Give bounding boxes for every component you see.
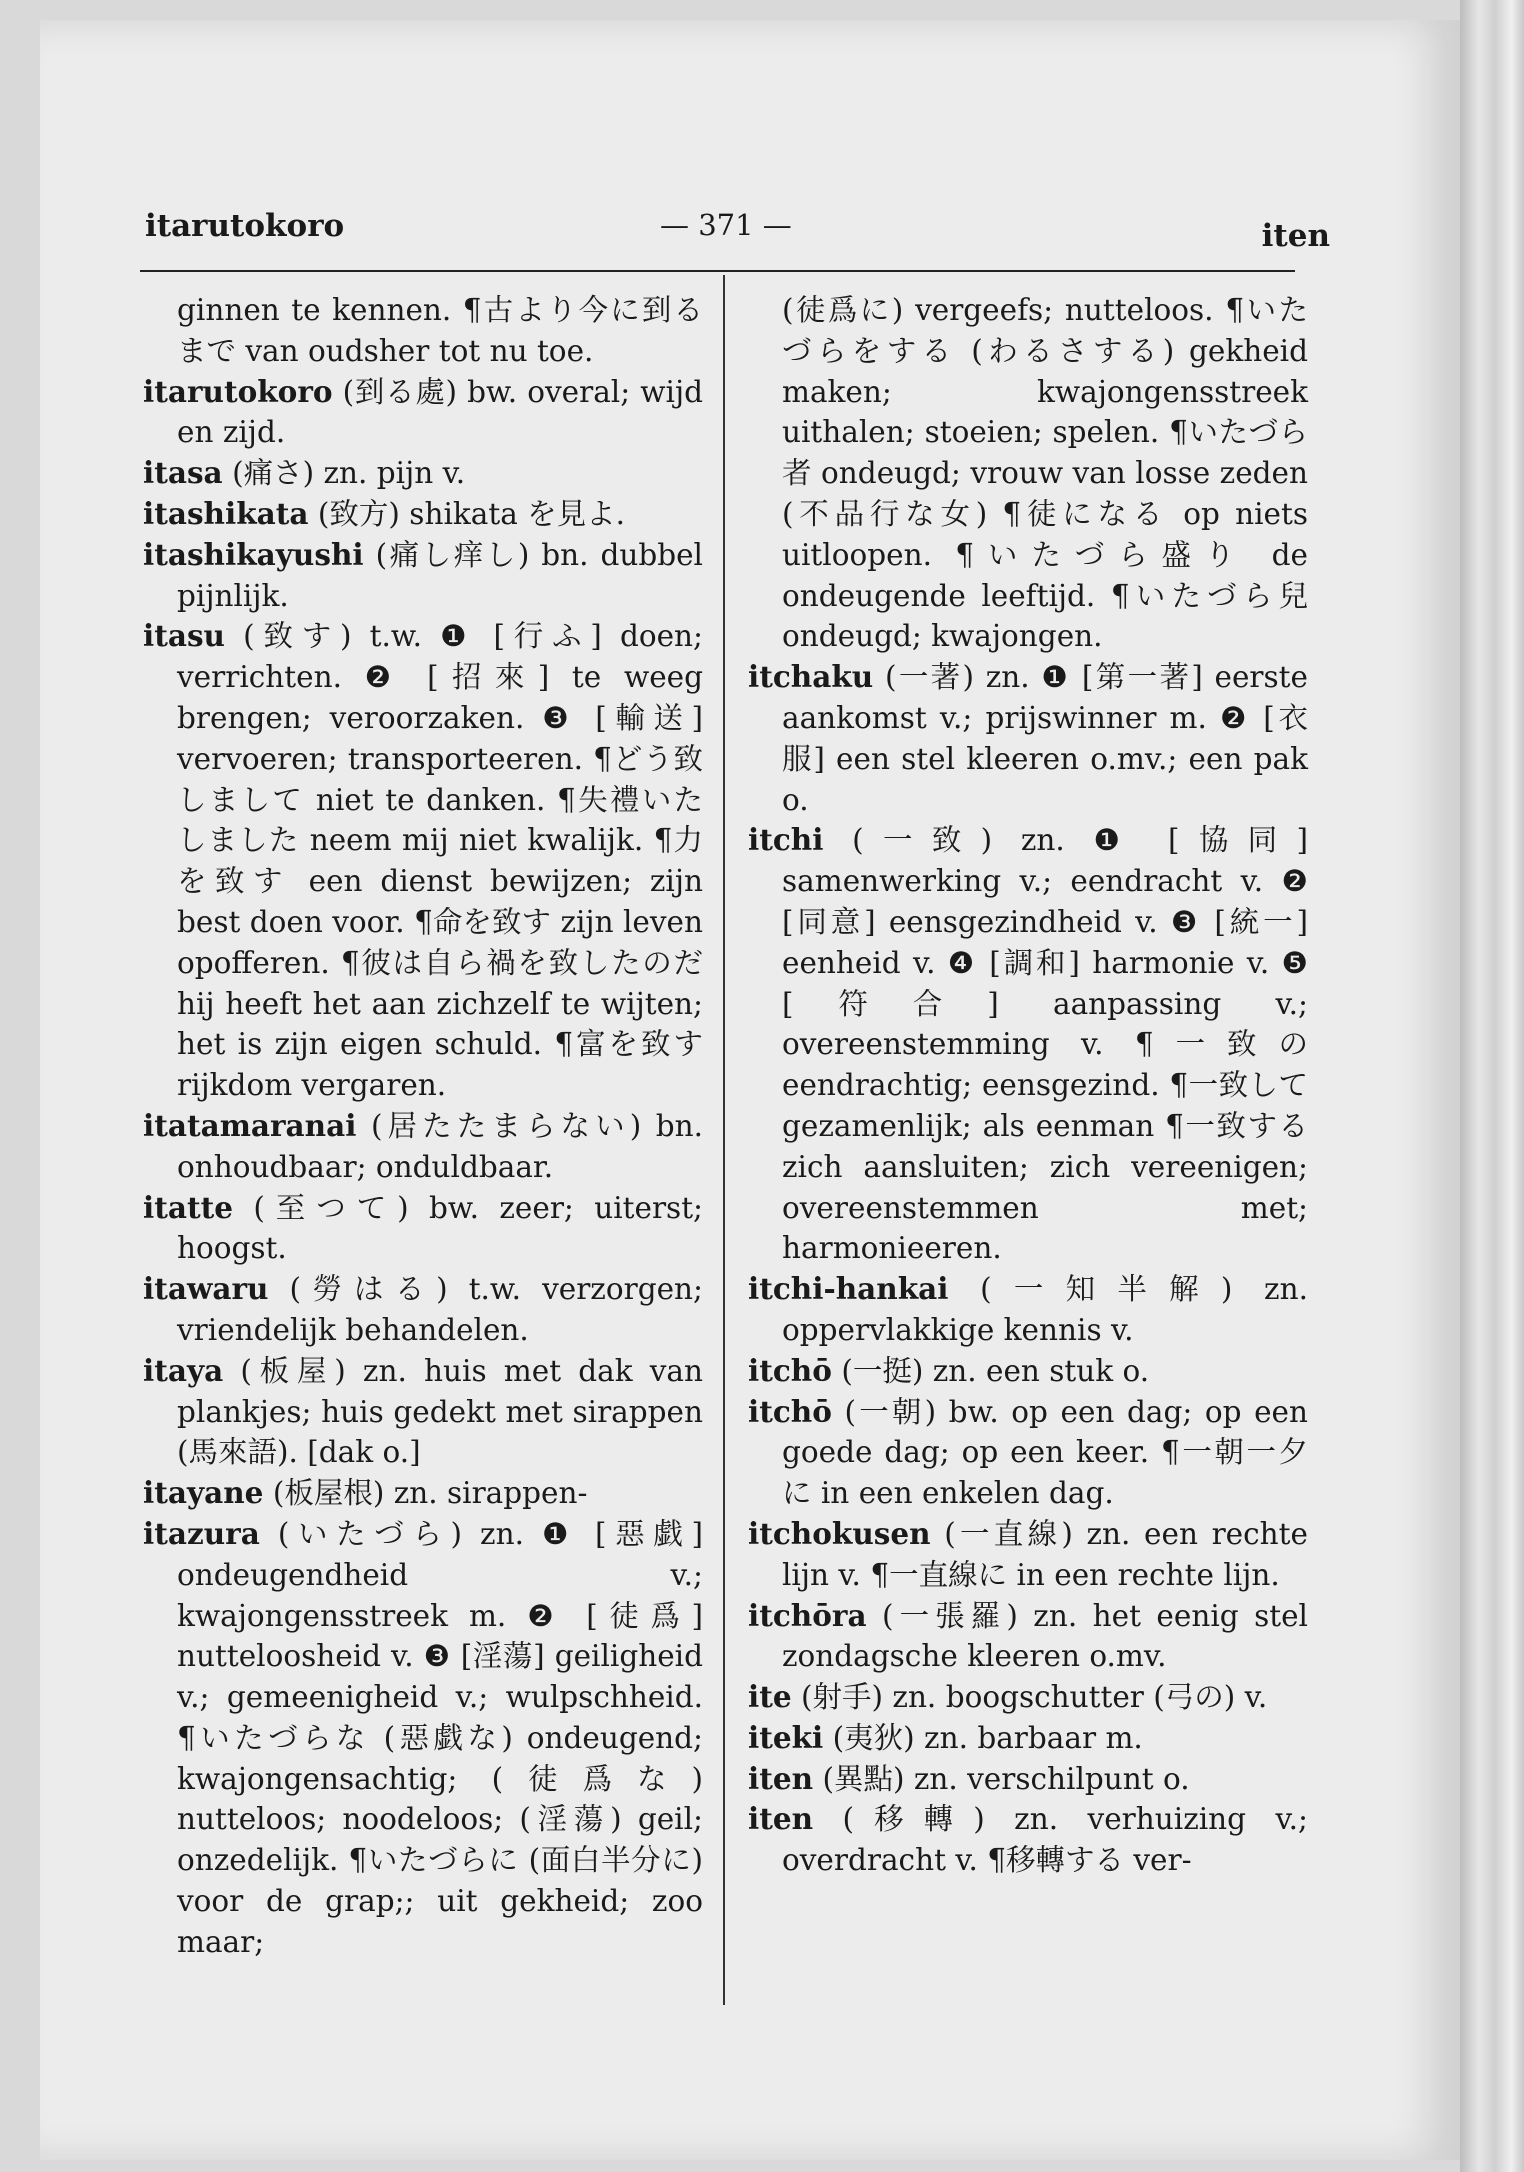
page-header bbox=[140, 208, 1330, 258]
entry-headword: itchokusen bbox=[748, 1515, 931, 1551]
entry-definition: (移轉) zn. verhuizing v.; overdracht v. ¶移轉する ver- bbox=[782, 1802, 1308, 1878]
entry-definition: (一直線) zn. een rechte lijn v. ¶一直線に in een rechte lijn. bbox=[782, 1516, 1308, 1592]
dictionary-entry bbox=[748, 820, 1308, 1269]
entry-definition: (一張羅) zn. het eenig stel zondagsche kleeren o.mv. bbox=[782, 1598, 1308, 1674]
entry-definition: ginnen te kennen. ¶古より今に到るまで van oudsher tot nu toe. bbox=[177, 293, 703, 368]
entry-headword: itasa bbox=[143, 455, 223, 491]
dictionary-entry bbox=[748, 1351, 1308, 1392]
entry-definition: (至つて) bw. zeer; uiterst; hoogst. bbox=[177, 1190, 703, 1266]
dictionary-entry bbox=[748, 1677, 1308, 1718]
dictionary-entry bbox=[143, 1351, 703, 1473]
dictionary-entry bbox=[748, 1392, 1308, 1514]
entry-definition: (痛さ) zn. pijn v. bbox=[232, 456, 466, 491]
dictionary-entry bbox=[143, 535, 703, 617]
entry-headword: itawaru bbox=[143, 1271, 269, 1307]
entry-headword: itchaku bbox=[748, 659, 874, 695]
entry-definition: (致す) t.w. ❶ [行ふ] doen; verrichten. ❷ [招來] te weeg brengen; veroorzaken. ❸ [輸送] vervoeren; transporteeren. ¶どう致しまして niet te danken. ¶失禮いたしました neem mij niet kwalijk. ¶力を致す een dienst bewijzen; zijn best doen voor. ¶命を致す zijn leven opofferen. ¶彼は自ら禍を致したのだ hij heeft het aan zichzelf te wijten; het is zijn eigen schuld. ¶富を致す rijkdom vergaren. bbox=[177, 619, 703, 1103]
entry-definition: (一著) zn. ❶ [第一著] eerste aankomst v.; prijswinner m. ❷ [衣服] een stel kleeren o.mv.; een pak o. bbox=[782, 660, 1308, 817]
entry-definition: (板屋) zn. huis met dak van plankjes; huis gedekt met sirappen (馬來語). [dak o.] bbox=[177, 1353, 703, 1470]
dictionary-entry bbox=[748, 657, 1308, 820]
right-column bbox=[748, 290, 1308, 1881]
entry-definition: (一朝) bw. op een dag; op een goede dag; op een keer. ¶一朝一夕に in een enkelen dag. bbox=[782, 1394, 1308, 1511]
dictionary-entry bbox=[748, 290, 1308, 657]
entry-definition: (一知半解) zn. oppervlakkige kennis v. bbox=[782, 1272, 1308, 1347]
entry-definition: (いたづら) zn. ❶ [惡戯] ondeugendheid v.; kwajongensstreek m. ❷ [徒爲] nutteloosheid v. ❸ [淫蕩] geiligheid v.; gemeenigheid v.; wulpschheid. ¶いたづらな (惡戯な) ondeugend; kwajongensachtig; (徒爲な) nutteloos; noodeloos; (淫蕩) geil; onzedelijk. ¶いたづらに (面白半分に) voor de grap;; uit gekheid; zoo maar; bbox=[177, 1516, 703, 1959]
entry-headword: iten bbox=[748, 1801, 814, 1837]
entry-headword: iteki bbox=[748, 1719, 824, 1755]
entry-headword: itashikata bbox=[143, 495, 309, 531]
entry-headword: ite bbox=[748, 1679, 792, 1715]
entry-definition: (一挺) zn. een stuk o. bbox=[841, 1353, 1150, 1388]
dictionary-entry bbox=[143, 1473, 703, 1514]
entry-definition: (致方) shikata を見よ. bbox=[317, 496, 626, 531]
entry-headword: itayane bbox=[143, 1475, 264, 1511]
dictionary-entry bbox=[748, 1718, 1308, 1759]
page-number: — 371 — bbox=[660, 208, 792, 242]
entry-headword: itazura bbox=[143, 1515, 260, 1551]
dictionary-entry bbox=[748, 1596, 1308, 1678]
dictionary-entry bbox=[143, 616, 703, 1106]
entry-definition: (板屋根) zn. sirappen- bbox=[272, 1476, 588, 1511]
dictionary-entry bbox=[143, 372, 703, 454]
dictionary-entry bbox=[748, 1759, 1308, 1800]
entry-headword: itasu bbox=[143, 618, 226, 654]
entry-definition: (勞はる) t.w. verzorgen; vriendelijk behandelen. bbox=[177, 1272, 703, 1347]
entry-definition: (夷狄) zn. barbaar m. bbox=[832, 1720, 1143, 1755]
entry-definition: (一致) zn. ❶ [協同] samenwerking v.; eendracht v. ❷ [同意] eensgezindheid v. ❸ [統一] eenheid v. ❹ [調和] harmonie v. ❺ [符合] aanpassing v.; overeenstemming v. ¶一致の eendrachtig; eensgezind. ¶一致して gezamenlijk; als eenman ¶一致する zich aansluiten; zich vereenigen; overeenstemmen met; harmonieeren. bbox=[782, 823, 1308, 1266]
entry-definition: (到る處) bw. overal; wijd en zijd. bbox=[177, 374, 703, 450]
entry-definition: (徒爲に) vergeefs; nutteloos. ¶いたづらをする (わるさする) gekheid maken; kwajongensstreek uithalen; stoeien; spelen. ¶いたづら者 ondeugd; vrouw van losse zeden (不品行な女) ¶徒になる op niets uitloopen. ¶いたづら盛り de ondeugende leeftijd. ¶いたづら兒 ondeugd; kwajongen. bbox=[782, 293, 1308, 654]
entry-headword: itaya bbox=[143, 1352, 224, 1388]
entry-definition: (居たたまらない) bn. onhoudbaar; onduldbaar. bbox=[177, 1108, 703, 1184]
dictionary-entry bbox=[143, 1514, 703, 1963]
dictionary-entry bbox=[143, 1269, 703, 1351]
entry-headword: itchi-hankai bbox=[748, 1271, 949, 1307]
dictionary-entry bbox=[143, 1188, 703, 1270]
entry-headword: itchōra bbox=[748, 1597, 867, 1633]
entry-headword: iten bbox=[748, 1760, 814, 1796]
left-guide-word: itarutokoro bbox=[145, 208, 345, 244]
entry-headword: itatte bbox=[143, 1189, 233, 1225]
entry-headword: itashikayushi bbox=[143, 536, 364, 572]
dictionary-entry bbox=[143, 1106, 703, 1188]
entry-definition: (痛し痒し) bn. dubbel pijnlijk. bbox=[177, 537, 703, 613]
header-rule bbox=[140, 270, 1295, 272]
entry-headword: itchi bbox=[748, 822, 824, 858]
entry-definition: (射手) zn. boogschutter (弓の) v. bbox=[801, 1680, 1268, 1715]
dictionary-entry bbox=[143, 494, 703, 535]
entry-headword: itchō bbox=[748, 1393, 832, 1429]
dictionary-entry bbox=[748, 1269, 1308, 1351]
page-edge bbox=[1460, 0, 1524, 2172]
column-divider bbox=[723, 275, 725, 2005]
dictionary-entry bbox=[143, 453, 703, 494]
dictionary-entry bbox=[143, 290, 703, 372]
entry-headword: itatamaranai bbox=[143, 1107, 357, 1143]
entry-definition: (異點) zn. verschilpunt o. bbox=[822, 1761, 1190, 1796]
dictionary-entry bbox=[748, 1514, 1308, 1596]
entry-headword: itchō bbox=[748, 1352, 832, 1388]
left-column bbox=[143, 290, 703, 1963]
dictionary-entry bbox=[748, 1799, 1308, 1881]
entry-headword: itarutokoro bbox=[143, 373, 333, 409]
right-guide-word: iten bbox=[1261, 218, 1330, 254]
